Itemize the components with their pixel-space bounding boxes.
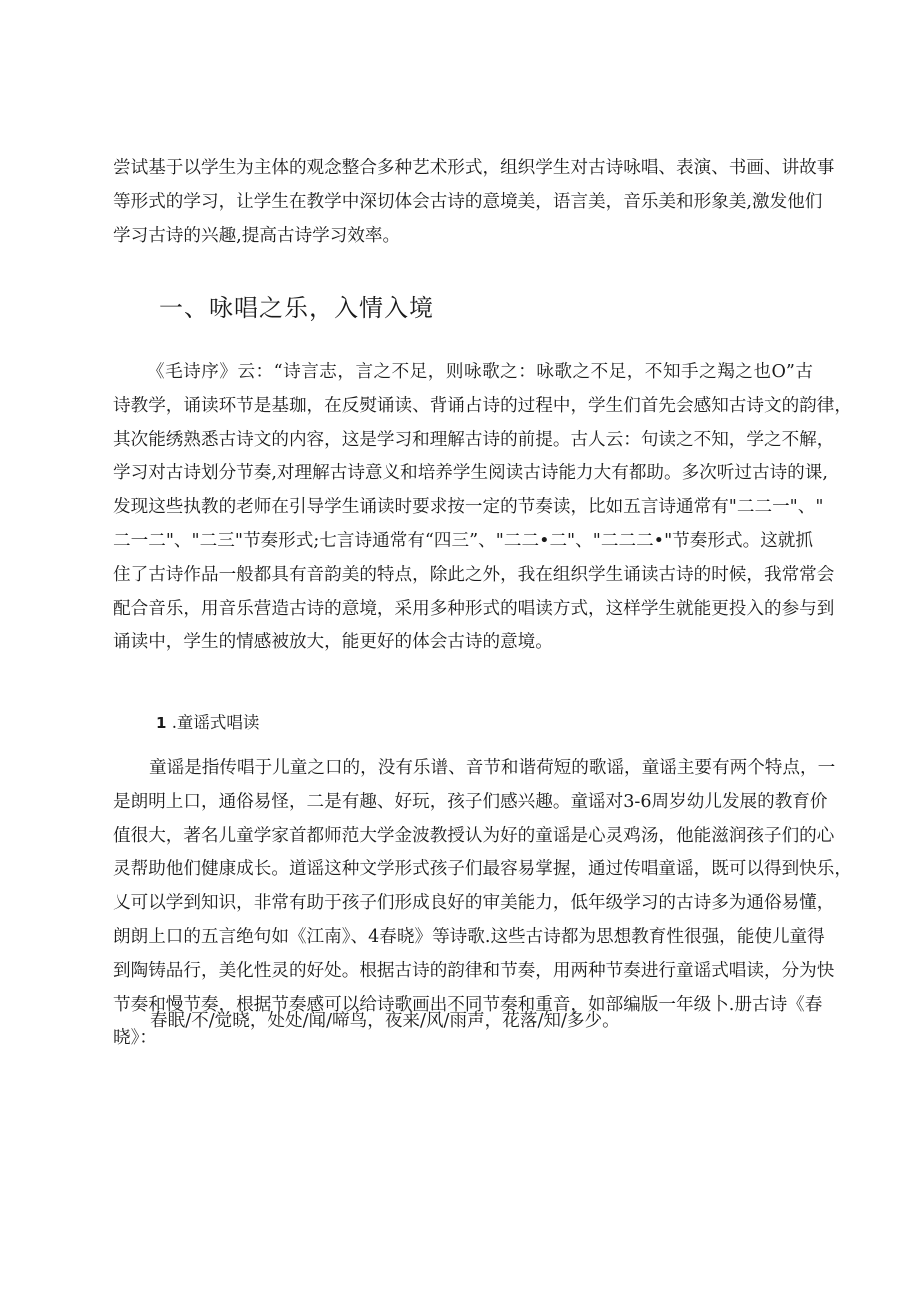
subsection-line: 节奏和慢节奏，根据节奏感可以给诗歌画出不同节奏和重音，如部编版一年级卜.册古诗《春 xyxy=(113,994,823,1015)
intro-paragraph xyxy=(113,152,835,253)
section-line: 诗教学，诵读环节是基珈，在反熨诵读、背诵占诗的过程中，学生们首先会感知古诗文的韵律， xyxy=(113,395,852,416)
subsection-line: 朗朗上口的五言绝句如《江南》、4春晓》等诗歌.这些古诗都为思想教育性很强，能使儿童得 xyxy=(113,926,825,947)
subsection-line: 晓》： xyxy=(113,1028,157,1049)
subsection-line: 乂可以学到知识，非常有助于孩子们形成良好的审美能力，低年级学习的古诗多为通俗易懂， xyxy=(113,893,835,914)
section-line: 配合音乐，用音乐营造古诗的意境，采用多种形式的唱读方式，这样学生就能更投入的参与到 xyxy=(113,598,835,619)
subsection-line: 值很大，著名儿童学家首都师范大学金波教授认为好的童谣是心灵鸡汤，他能滋润孩子们的心 xyxy=(113,825,835,846)
section-heading: 一、咏唱之乐，入情入境 xyxy=(159,294,434,322)
section-line: 二一二"、"二三"节奏形式;七言诗通常有“四三”、"二二•二"、"二二二•"节奏形式。这就抓 xyxy=(113,530,813,551)
poem-line: 春眠/不/觉晓，处处/闻/啼鸟，夜来/风/雨声，花落/知/多少。 xyxy=(150,1011,620,1031)
subsection-line: 童谣是指传唱于儿童之口的，没有乐谱、音节和谐荷短的歌谣，童谣主要有两个特点，一 xyxy=(149,758,836,778)
section-paragraph xyxy=(113,356,852,660)
subsection-title: .童谣式唱读 xyxy=(171,713,260,732)
section-line: 《毛诗序》云：“诗言志，言之不足，则咏歌之：咏歌之不足，不知手之羯之也O”古 xyxy=(147,362,813,382)
subsection-line: 灵帮助他们健康成长。道谣这种文学形式孩子们最容易掌握，通过传唱童谣，既可以得到快乐， xyxy=(113,859,852,880)
subsection-line: 到陶铸品行，美化性灵的好处。根据古诗的韵律和节奏，用两种节奏进行童谣式唱读，分为快 xyxy=(113,960,835,981)
subsection-line: 是朗明上口，通俗易怪，二是有趣、好玩，孩子们感兴趣。童谣对3-6周岁幼儿发展的教育价 xyxy=(113,791,828,812)
section-line: 发现这些执教的老师在引导学生诵读时要求按一定的节奏读，比如五言诗通常有"二二一"、" xyxy=(113,497,824,518)
section-line: 学习对古诗划分节奏,对理解古诗意义和培养学生阅读古诗能力大有都助。多次听过古诗的课, xyxy=(113,463,828,484)
subsection-heading xyxy=(156,708,259,738)
intro-line: 等形式的学习，让学生在教学中深切体会古诗的意境美，语言美，音乐美和形象美,激发他们 xyxy=(113,191,823,212)
intro-line: 尝试基于以学生为主体的观念整合多种艺术形式，组织学生对古诗咏唱、表演、书画、讲故事 xyxy=(113,158,835,178)
subsection-number: 1 xyxy=(156,714,167,732)
section-line: 住了古诗作品一般都具有音韵美的特点，除此之外，我在组织学生诵读古诗的时候，我常常会 xyxy=(113,564,835,585)
section-line: 诵读中，学生的情感被放大，能更好的体会古诗的意境。 xyxy=(113,632,553,653)
section-line: 其次能绣熟悉古诗文的内容，这是学习和理解古诗的前提。古人云：句读之不知，学之不解， xyxy=(113,429,835,450)
intro-line: 学习古诗的兴趣,提高古诗学习效率。 xyxy=(113,225,401,246)
